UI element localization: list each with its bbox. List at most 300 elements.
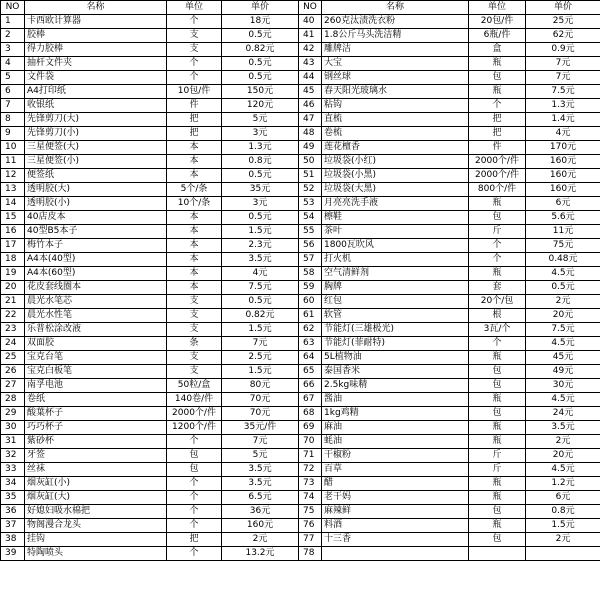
- item-price: 4.5元: [526, 463, 600, 477]
- item-name: A4打印纸: [25, 85, 167, 99]
- table-row: [1, 393, 600, 407]
- item-price: 160元: [526, 183, 600, 197]
- item-number: 65: [299, 365, 322, 379]
- item-price: 160元: [526, 169, 600, 183]
- item-unit: 本: [167, 253, 222, 267]
- table-row: [1, 155, 600, 169]
- item-unit: 本: [167, 155, 222, 169]
- item-unit: 瓶: [469, 519, 526, 533]
- item-name: 干椒粉: [322, 449, 469, 463]
- item-number: 73: [299, 477, 322, 491]
- item-unit: 把: [469, 113, 526, 127]
- item-number: 47: [299, 113, 322, 127]
- item-name: 巧巧杯子: [25, 421, 167, 435]
- item-number: 15: [1, 211, 25, 225]
- table-row: [1, 491, 600, 505]
- item-unit: 个: [167, 519, 222, 533]
- item-unit: 个: [167, 491, 222, 505]
- table-row: [1, 463, 600, 477]
- item-name: 直梳: [322, 113, 469, 127]
- item-number: 13: [1, 183, 25, 197]
- item-number: 59: [299, 281, 322, 295]
- item-price: 2元: [526, 295, 600, 309]
- item-unit: 瓶: [469, 197, 526, 211]
- table-row: [1, 99, 600, 113]
- item-name: 烟灰缸(小): [25, 477, 167, 491]
- item-number: 51: [299, 169, 322, 183]
- item-number: 16: [1, 225, 25, 239]
- header-cell: 名称: [322, 1, 469, 15]
- table-row: [1, 435, 600, 449]
- item-name: 节能灯(三雄极光): [322, 323, 469, 337]
- item-number: 55: [299, 225, 322, 239]
- item-price: 20元: [526, 309, 600, 323]
- item-number: 58: [299, 267, 322, 281]
- item-name: 文件袋: [25, 71, 167, 85]
- item-unit: 包: [469, 407, 526, 421]
- item-number: 32: [1, 449, 25, 463]
- item-number: 24: [1, 337, 25, 351]
- item-number: 66: [299, 379, 322, 393]
- table-row: [1, 379, 600, 393]
- item-price: 7元: [222, 337, 299, 351]
- item-name: 先锋剪刀(小): [25, 127, 167, 141]
- item-unit: 2000个/件: [167, 407, 222, 421]
- item-name: 胸牌: [322, 281, 469, 295]
- item-number: 75: [299, 505, 322, 519]
- item-number: 46: [299, 99, 322, 113]
- table-row: [1, 197, 600, 211]
- item-number: 44: [299, 71, 322, 85]
- item-name: 先锋剪刀(大): [25, 113, 167, 127]
- item-price: 4.5元: [526, 337, 600, 351]
- item-unit: 瓶: [469, 435, 526, 449]
- item-unit: 5个/条: [167, 183, 222, 197]
- item-price: 2元: [222, 533, 299, 547]
- item-number: 12: [1, 169, 25, 183]
- item-name: 40型B5本子: [25, 225, 167, 239]
- item-price: 1.3元: [526, 99, 600, 113]
- item-name: 卷梳: [322, 127, 469, 141]
- item-number: 29: [1, 407, 25, 421]
- item-price: 7元: [526, 57, 600, 71]
- table-row: [1, 127, 600, 141]
- item-price: 0.5元: [222, 57, 299, 71]
- item-unit: 支: [167, 43, 222, 57]
- item-price: 1.5元: [222, 365, 299, 379]
- item-unit: 20包/件: [469, 15, 526, 29]
- item-name: [322, 547, 469, 561]
- item-price: 1.5元: [526, 519, 600, 533]
- item-unit: 1200个/件: [167, 421, 222, 435]
- item-unit: 个: [469, 239, 526, 253]
- item-unit: 个: [167, 477, 222, 491]
- item-unit: 支: [167, 351, 222, 365]
- item-unit: 件: [469, 141, 526, 155]
- item-name: 宝克白板笔: [25, 365, 167, 379]
- item-price: 18元: [222, 15, 299, 29]
- item-number: 28: [1, 393, 25, 407]
- item-price: 70元: [222, 393, 299, 407]
- table-row: [1, 225, 600, 239]
- item-number: 39: [1, 547, 25, 561]
- item-name: 南孚电池: [25, 379, 167, 393]
- item-number: 25: [1, 351, 25, 365]
- item-price: 62元: [526, 29, 600, 43]
- header-cell: NO: [1, 1, 25, 15]
- item-price: 36元: [222, 505, 299, 519]
- item-name: 大宝: [322, 57, 469, 71]
- table-row: [1, 85, 600, 99]
- item-price: 0.5元: [222, 295, 299, 309]
- item-name: 卡西欧计算器: [25, 15, 167, 29]
- item-price: 4元: [526, 127, 600, 141]
- item-unit: 包: [167, 463, 222, 477]
- item-name: 醋: [322, 477, 469, 491]
- item-number: 63: [299, 337, 322, 351]
- item-unit: 包: [469, 365, 526, 379]
- table-row: [1, 253, 600, 267]
- table-row: [1, 57, 600, 71]
- item-unit: 20个/包: [469, 295, 526, 309]
- item-number: 78: [299, 547, 322, 561]
- table-row: [1, 449, 600, 463]
- item-unit: 800个/件: [469, 183, 526, 197]
- item-price: 24元: [526, 407, 600, 421]
- table-row: [1, 113, 600, 127]
- item-price: 3元: [222, 127, 299, 141]
- item-unit: 把: [167, 533, 222, 547]
- item-number: 33: [1, 463, 25, 477]
- item-name: 宝克台笔: [25, 351, 167, 365]
- item-name: 三星便签(大): [25, 141, 167, 155]
- item-price: 1.3元: [222, 141, 299, 155]
- item-name: 酱油: [322, 393, 469, 407]
- item-unit: 支: [167, 309, 222, 323]
- item-number: 62: [299, 323, 322, 337]
- item-number: 42: [299, 43, 322, 57]
- item-name: 紫砂杯: [25, 435, 167, 449]
- item-name: 月亮亮洗手液: [322, 197, 469, 211]
- item-price: 5元: [222, 449, 299, 463]
- item-unit: 10包/件: [167, 85, 222, 99]
- item-price: 20元: [526, 449, 600, 463]
- item-name: 特陶喷头: [25, 547, 167, 561]
- item-price: 3元: [222, 197, 299, 211]
- item-price: 0.82元: [222, 43, 299, 57]
- item-name: 双面胶: [25, 337, 167, 351]
- item-number: 5: [1, 71, 25, 85]
- item-unit: 10个/条: [167, 197, 222, 211]
- item-number: 68: [299, 407, 322, 421]
- item-name: 酸葉杯子: [25, 407, 167, 421]
- item-name: A4本(40型): [25, 253, 167, 267]
- item-unit: 3瓦/个: [469, 323, 526, 337]
- item-name: 物阁漫合龙头: [25, 519, 167, 533]
- item-number: 74: [299, 491, 322, 505]
- item-name: 烟灰缸(大): [25, 491, 167, 505]
- item-price: 3.5元: [222, 253, 299, 267]
- item-unit: 把: [469, 127, 526, 141]
- item-unit: 本: [167, 225, 222, 239]
- item-unit: 包: [469, 379, 526, 393]
- item-number: 37: [1, 519, 25, 533]
- item-name: 胶棒: [25, 29, 167, 43]
- item-number: 77: [299, 533, 322, 547]
- header-cell: 单位: [469, 1, 526, 15]
- header-cell: 单价: [222, 1, 299, 15]
- table-row: [1, 519, 600, 533]
- item-number: 57: [299, 253, 322, 267]
- table-row: [1, 141, 600, 155]
- item-price: 0.5元: [222, 211, 299, 225]
- table-row: [1, 211, 600, 225]
- table-row: [1, 15, 600, 29]
- item-unit: 支: [167, 365, 222, 379]
- item-number: 70: [299, 435, 322, 449]
- item-number: 40: [299, 15, 322, 29]
- item-name: 垃圾袋(大黑): [322, 183, 469, 197]
- item-unit: 个: [167, 435, 222, 449]
- item-name: 节能灯(菲耐特): [322, 337, 469, 351]
- item-number: 8: [1, 113, 25, 127]
- item-price: 11元: [526, 225, 600, 239]
- item-name: 透明胶(小): [25, 197, 167, 211]
- item-number: 67: [299, 393, 322, 407]
- item-unit: 个: [167, 57, 222, 71]
- item-price: 0.5元: [222, 71, 299, 85]
- item-number: 31: [1, 435, 25, 449]
- item-name: 晨光水性笔: [25, 309, 167, 323]
- item-price: 49元: [526, 365, 600, 379]
- item-unit: 瓶: [469, 351, 526, 365]
- item-unit: 套: [469, 281, 526, 295]
- item-price: 1.5元: [222, 225, 299, 239]
- item-price: 2元: [526, 435, 600, 449]
- item-name: 2.5kg味精: [322, 379, 469, 393]
- item-number: 71: [299, 449, 322, 463]
- item-price: 3.5元: [222, 477, 299, 491]
- item-number: 9: [1, 127, 25, 141]
- item-unit: 斤: [469, 225, 526, 239]
- table-row: [1, 71, 600, 85]
- item-price: 4.5元: [526, 393, 600, 407]
- item-price: 0.8元: [526, 505, 600, 519]
- item-price: 35元: [222, 183, 299, 197]
- item-price: 5.6元: [526, 211, 600, 225]
- item-name: 晨光水笔芯: [25, 295, 167, 309]
- item-unit: 6瓶/件: [469, 29, 526, 43]
- item-number: 14: [1, 197, 25, 211]
- item-unit: 2000个/件: [469, 169, 526, 183]
- item-unit: 瓶: [469, 57, 526, 71]
- item-price: 75元: [526, 239, 600, 253]
- item-number: 41: [299, 29, 322, 43]
- item-unit: 本: [167, 211, 222, 225]
- item-number: 21: [1, 295, 25, 309]
- item-unit: 件: [167, 99, 222, 113]
- item-unit: 瓶: [469, 477, 526, 491]
- item-number: 64: [299, 351, 322, 365]
- item-unit: 瓶: [469, 267, 526, 281]
- item-number: 26: [1, 365, 25, 379]
- header-cell: 单价: [526, 1, 600, 15]
- item-name: 钢丝球: [322, 71, 469, 85]
- item-name: 40店皮本: [25, 211, 167, 225]
- item-unit: 本: [167, 281, 222, 295]
- item-unit: 瓶: [469, 421, 526, 435]
- table-row: [1, 547, 600, 561]
- item-unit: 斤: [469, 463, 526, 477]
- table-row: [1, 239, 600, 253]
- item-unit: 个: [469, 99, 526, 113]
- item-price: 35元/件: [222, 421, 299, 435]
- item-name: 好媳妇吸水棉把: [25, 505, 167, 519]
- item-unit: [469, 547, 526, 561]
- item-price: 0.82元: [222, 309, 299, 323]
- item-price: 3.5元: [222, 463, 299, 477]
- item-price: 25元: [526, 15, 600, 29]
- item-unit: 把: [167, 127, 222, 141]
- item-number: 38: [1, 533, 25, 547]
- item-number: 10: [1, 141, 25, 155]
- item-price: 7元: [526, 71, 600, 85]
- item-name: 垃圾袋(小黑): [322, 169, 469, 183]
- item-name: 百草: [322, 463, 469, 477]
- table-row: [1, 407, 600, 421]
- item-price: 1.4元: [526, 113, 600, 127]
- item-number: 36: [1, 505, 25, 519]
- item-number: 22: [1, 309, 25, 323]
- item-unit: 条: [167, 337, 222, 351]
- item-price: 0.8元: [222, 155, 299, 169]
- item-unit: 盒: [469, 43, 526, 57]
- item-price: 170元: [526, 141, 600, 155]
- item-price: 6元: [526, 491, 600, 505]
- item-name: 垃圾袋(小红): [322, 155, 469, 169]
- item-name: 乐普松涂改液: [25, 323, 167, 337]
- item-name: 泰国香米: [322, 365, 469, 379]
- item-number: 54: [299, 211, 322, 225]
- item-price: 0.9元: [526, 43, 600, 57]
- item-number: 53: [299, 197, 322, 211]
- item-unit: 个: [167, 15, 222, 29]
- item-unit: 本: [167, 141, 222, 155]
- item-name: 透明胶(大): [25, 183, 167, 197]
- item-price: 160元: [526, 155, 600, 169]
- item-unit: 个: [167, 71, 222, 85]
- item-name: 1kg鸡精: [322, 407, 469, 421]
- item-price: 0.5元: [526, 281, 600, 295]
- item-number: 1: [1, 15, 25, 29]
- item-unit: 个: [469, 253, 526, 267]
- item-unit: 包: [167, 449, 222, 463]
- item-price: 2.5元: [222, 351, 299, 365]
- item-number: 19: [1, 267, 25, 281]
- item-number: 6: [1, 85, 25, 99]
- item-price: 80元: [222, 379, 299, 393]
- table-row: [1, 505, 600, 519]
- item-number: 56: [299, 239, 322, 253]
- item-unit: 本: [167, 267, 222, 281]
- item-unit: 把: [167, 113, 222, 127]
- item-number: 30: [1, 421, 25, 435]
- item-price: 7.5元: [526, 85, 600, 99]
- item-price: 6元: [526, 197, 600, 211]
- table-row: [1, 351, 600, 365]
- item-unit: 根: [469, 309, 526, 323]
- item-unit: 支: [167, 29, 222, 43]
- item-number: 49: [299, 141, 322, 155]
- item-name: 蚝油: [322, 435, 469, 449]
- item-name: 收银纸: [25, 99, 167, 113]
- item-price: 6.5元: [222, 491, 299, 505]
- item-unit: 个: [167, 505, 222, 519]
- item-number: 50: [299, 155, 322, 169]
- item-name: 挂钩: [25, 533, 167, 547]
- item-unit: 包: [469, 505, 526, 519]
- item-price: 0.48元: [526, 253, 600, 267]
- item-number: 20: [1, 281, 25, 295]
- item-price: 0.5元: [222, 169, 299, 183]
- item-price: 150元: [222, 85, 299, 99]
- item-name: 得力胶棒: [25, 43, 167, 57]
- table-row: [1, 281, 600, 295]
- item-number: 18: [1, 253, 25, 267]
- item-price: 30元: [526, 379, 600, 393]
- item-name: 春天阳光玻璃水: [322, 85, 469, 99]
- item-price: 45元: [526, 351, 600, 365]
- item-unit: 瓶: [469, 85, 526, 99]
- table-row: [1, 477, 600, 491]
- item-price: 4元: [222, 267, 299, 281]
- item-number: 52: [299, 183, 322, 197]
- header-cell: NO: [299, 1, 322, 15]
- item-price: 2元: [526, 533, 600, 547]
- item-name: 梅竹本子: [25, 239, 167, 253]
- item-price: 4.5元: [526, 267, 600, 281]
- item-number: 17: [1, 239, 25, 253]
- item-price: 7.5元: [222, 281, 299, 295]
- item-unit: 支: [167, 295, 222, 309]
- item-unit: 本: [167, 239, 222, 253]
- item-number: 34: [1, 477, 25, 491]
- header-row: [1, 1, 600, 15]
- item-number: 23: [1, 323, 25, 337]
- item-unit: 140卷/件: [167, 393, 222, 407]
- item-name: 粘钩: [322, 99, 469, 113]
- item-number: 3: [1, 43, 25, 57]
- item-number: 45: [299, 85, 322, 99]
- item-price: 70元: [222, 407, 299, 421]
- item-name: 5L植物油: [322, 351, 469, 365]
- item-name: 檫鞋: [322, 211, 469, 225]
- item-name: 雕牌洁: [322, 43, 469, 57]
- item-name: 老干妈: [322, 491, 469, 505]
- table-row: [1, 533, 600, 547]
- item-name: 牙签: [25, 449, 167, 463]
- table-row: [1, 365, 600, 379]
- item-unit: 支: [167, 323, 222, 337]
- item-number: 43: [299, 57, 322, 71]
- table-row: [1, 169, 600, 183]
- item-unit: 包: [469, 71, 526, 85]
- item-unit: 50粒/盒: [167, 379, 222, 393]
- item-name: 麻辣鲜: [322, 505, 469, 519]
- item-name: 莲花檀香: [322, 141, 469, 155]
- item-number: 61: [299, 309, 322, 323]
- item-name: 三星便签(小): [25, 155, 167, 169]
